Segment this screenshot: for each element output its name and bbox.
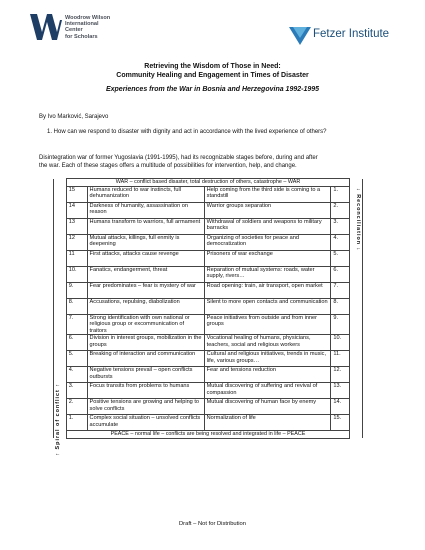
conflict-stage-text: Negative tensions prevail – open conflicts outbursts: [87, 367, 204, 383]
reconciliation-stage-number: 13.: [331, 383, 350, 399]
left-arrow-cell: [54, 335, 67, 351]
reconciliation-stage-text: Organizing of societies for peace and democratization: [204, 234, 331, 250]
right-arrow-cell: [350, 314, 363, 335]
left-arrow-cell: [54, 186, 67, 202]
table-row: [54, 186, 363, 202]
reconciliation-stage-text: Mutual discovering of human face by enemy: [204, 399, 331, 415]
table-row: [54, 202, 363, 218]
reconciliation-stage-number: 3.: [331, 218, 350, 234]
question-1: 1. How can we respond to disaster with dignity and act in accordance with the lived experience of others?: [47, 129, 327, 135]
footer-note: Draft – Not for Distribution: [178, 521, 246, 527]
fetzer-logo: [289, 24, 311, 46]
table-row: [54, 335, 363, 351]
conflict-stage-text: Strong identification with own national or religious group or excommunication of traitors: [87, 314, 204, 335]
conflict-stage-number: 9.: [66, 282, 87, 298]
left-arrow-cell: [54, 367, 67, 383]
intro-paragraph: Disintegration war of former Yugoslavia (1991-1995), had its recognizable stages before, during and after the war. Each of these stages offers a multitude of possibilities for intervention, help, and change.: [39, 155, 318, 170]
left-arrow-cell: [54, 266, 67, 282]
author-line: By Ivo Marković, Sarajevo: [39, 114, 109, 120]
table-row: [54, 415, 363, 431]
conflict-stage-text: Division in interest groups, mobilization in the groups: [87, 335, 204, 351]
spiral-of-conflict-label: ↑ Spiral of conflict ↑: [55, 383, 61, 456]
table-row: [54, 282, 363, 298]
up-arrow-icon: ↑: [55, 449, 61, 456]
war-bar: WAR – conflict based disaster, total destruction of others, catastrophe – WAR: [66, 179, 349, 187]
reconciliation-stage-text: Vocational healing of humans, physicians, teachers, social and religious workers: [204, 335, 331, 351]
table-row: [54, 351, 363, 367]
reconciliation-stage-text: Mutual discovering of suffering and revival of compassion: [204, 383, 331, 399]
reconciliation-stage-number: 5.: [331, 250, 350, 266]
conflict-stage-number: 2.: [66, 399, 87, 415]
left-arrow-cell: [54, 218, 67, 234]
reconciliation-stage-text: Silent to more open contacts and communication: [204, 298, 331, 314]
right-arrow-cell: [350, 298, 363, 314]
fetzer-name: Fetzer Institute: [313, 28, 390, 40]
conflict-stage-number: 11: [66, 250, 87, 266]
woodrow-wilson-name: Woodrow Wilson International Center for Scholars: [65, 15, 111, 40]
conflict-stage-number: 14: [66, 202, 87, 218]
reconciliation-stage-text: Reparation of mutual systems: roads, water supply, rivers…: [204, 266, 331, 282]
woodrow-wilson-logo: [30, 12, 62, 42]
conflict-stage-text: Complex social situation – unsolved conflicts accumulate: [87, 415, 204, 431]
table-row: [54, 367, 363, 383]
right-arrow-cell: [350, 282, 363, 298]
conflict-reconciliation-table: [53, 178, 363, 439]
reconciliation-label: ↓ Reconciliation ↓: [355, 188, 361, 252]
reconciliation-stage-number: 6.: [331, 266, 350, 282]
conflict-stage-text: Breaking of interaction and communication: [87, 351, 204, 367]
reconciliation-stage-text: Cultural and religious initiatives, trends in music, life, various groups…: [204, 351, 331, 367]
table-row: [54, 383, 363, 399]
reconciliation-stage-number: 9.: [331, 314, 350, 335]
page-subtitle: Experiences from the War in Bosnia and Herzegovina 1992-1995: [105, 86, 320, 93]
peace-bar: PEACE – normal life – conflicts are being resolved and integrated in life – PEACE: [66, 431, 349, 439]
conflict-stage-text: First attacks, attacks cause revenge: [87, 250, 204, 266]
table-row: [54, 314, 363, 335]
table-row: [54, 250, 363, 266]
conflict-stage-number: 7.: [66, 314, 87, 335]
reconciliation-stage-text: Fear and tensions reduction: [204, 367, 331, 383]
conflict-stage-number: 13: [66, 218, 87, 234]
conflict-stage-text: Fanatics, endangerment, threat: [87, 266, 204, 282]
right-arrow-cell: [350, 383, 363, 399]
left-arrow-cell: [54, 298, 67, 314]
left-arrow-cell: [54, 250, 67, 266]
reconciliation-stage-text: Prisoners of war exchange: [204, 250, 331, 266]
right-arrow-cell: [350, 250, 363, 266]
table-row: [54, 399, 363, 415]
conflict-stage-text: Humans reduced to war instincts, full dehumanization: [87, 186, 204, 202]
conflict-stage-number: 3.: [66, 383, 87, 399]
reconciliation-stage-number: 4.: [331, 234, 350, 250]
table-row: [54, 234, 363, 250]
reconciliation-stage-text: Warrior groups separation: [204, 202, 331, 218]
conflict-stage-text: Mutual attacks, killings, full enmity is deepening: [87, 234, 204, 250]
conflict-stage-number: 10.: [66, 266, 87, 282]
conflict-stage-number: 1.: [66, 415, 87, 431]
right-arrow-cell: [350, 399, 363, 415]
conflict-stage-text: Fear predominates – fear is mystery of war: [87, 282, 204, 298]
conflict-stage-text: Focus transits from problems to humans: [87, 383, 204, 399]
conflict-stage-number: 6.: [66, 335, 87, 351]
right-arrow-cell: [350, 415, 363, 431]
reconciliation-stage-number: 8.: [331, 298, 350, 314]
right-arrow-cell: [350, 367, 363, 383]
reconciliation-stage-number: 10.: [331, 335, 350, 351]
left-arrow-cell: [54, 314, 67, 335]
left-arrow-cell: [54, 179, 67, 187]
reconciliation-stage-number: 15.: [331, 415, 350, 431]
reconciliation-stage-text: Help coming from the third side is coming to a standstill: [204, 186, 331, 202]
reconciliation-stage-text: Normalization of life: [204, 415, 331, 431]
table-row: [54, 298, 363, 314]
conflict-stage-text: Accusations, repulsing, diabolization: [87, 298, 204, 314]
conflict-stage-number: 4.: [66, 367, 87, 383]
table-row: [54, 218, 363, 234]
conflict-stage-text: Positive tensions are growing and helping to solve conflicts: [87, 399, 204, 415]
right-arrow-cell: [350, 266, 363, 282]
reconciliation-stage-text: Withdrawal of soldiers and weapons to military barracks: [204, 218, 331, 234]
left-arrow-cell: [54, 234, 67, 250]
reconciliation-stage-number: 14.: [331, 399, 350, 415]
table-row: [54, 266, 363, 282]
right-arrow-cell: [350, 351, 363, 367]
right-arrow-cell: [350, 179, 363, 187]
conflict-stage-number: 8.: [66, 298, 87, 314]
reconciliation-stage-number: 7.: [331, 282, 350, 298]
conflict-stage-number: 5.: [66, 351, 87, 367]
down-arrow-icon: ↓: [355, 188, 361, 195]
conflict-stage-number: 12: [66, 234, 87, 250]
reconciliation-stage-text: Road opening: train, air transport, open market: [204, 282, 331, 298]
right-arrow-cell: [350, 335, 363, 351]
left-arrow-cell: [54, 282, 67, 298]
reconciliation-stage-number: 12.: [331, 367, 350, 383]
left-arrow-cell: [54, 202, 67, 218]
reconciliation-stage-number: 2.: [331, 202, 350, 218]
conflict-stage-number: 15: [66, 186, 87, 202]
left-arrow-cell: [54, 351, 67, 367]
conflict-stage-text: Humans transform to warriors, full armament: [87, 218, 204, 234]
conflict-stage-text: Darkness of humanity, assassination on reason: [87, 202, 204, 218]
reconciliation-stage-number: 1.: [331, 186, 350, 202]
page-title: Retrieving the Wisdom of Those in Need: Community Healing and Engagement in Times of Disaster: [116, 63, 309, 79]
reconciliation-stage-number: 11.: [331, 351, 350, 367]
reconciliation-stage-text: Peace initiatives from outside and from inner groups: [204, 314, 331, 335]
